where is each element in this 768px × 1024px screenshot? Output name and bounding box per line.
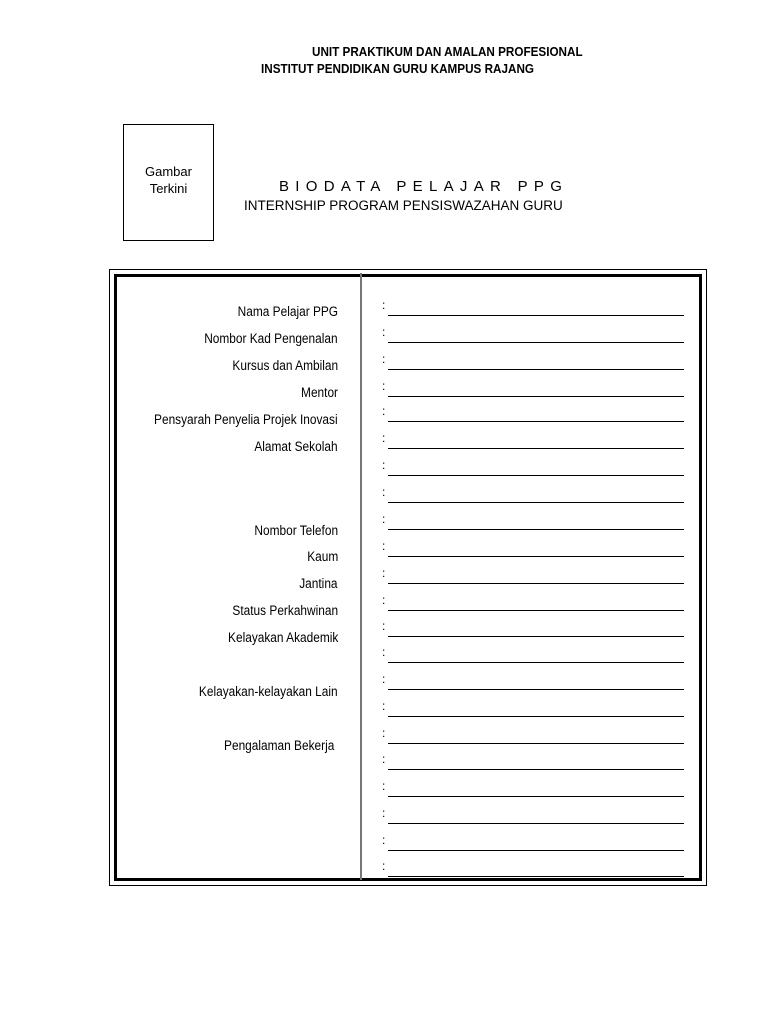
field-pengalaman-bekerja-6[interactable] xyxy=(382,861,684,877)
label-pensyarah-penyelia: Pensyarah Penyelia Projek Inovasi xyxy=(154,412,338,427)
field-jantina[interactable] xyxy=(382,568,684,584)
label-kelayakan-lain: Kelayakan-kelayakan Lain xyxy=(199,684,338,699)
field-colon: : xyxy=(382,298,386,312)
label-nama-pelajar: Nama Pelajar PPG xyxy=(237,304,338,319)
label-mentor: Mentor xyxy=(301,385,338,400)
field-colon: : xyxy=(382,593,386,607)
column-divider xyxy=(360,273,362,880)
header-line-1: UNIT PRAKTIKUM DAN AMALAN PROFESIONAL xyxy=(312,44,583,59)
field-pengalaman-bekerja-1[interactable] xyxy=(382,728,684,744)
header-line-2: INSTITUT PENDIDIKAN GURU KAMPUS RAJANG xyxy=(261,61,535,76)
field-colon: : xyxy=(382,806,386,820)
field-pengalaman-bekerja-2[interactable] xyxy=(382,754,684,770)
photo-placeholder-box xyxy=(123,124,214,241)
field-kaum[interactable] xyxy=(382,541,684,557)
field-kelayakan-akademik-2[interactable] xyxy=(382,647,684,663)
field-pengalaman-bekerja-4[interactable] xyxy=(382,808,684,824)
field-kelayakan-lain-1[interactable] xyxy=(382,674,684,690)
field-colon: : xyxy=(382,752,386,766)
field-pengalaman-bekerja-5[interactable] xyxy=(382,835,684,851)
field-colon: : xyxy=(382,512,386,526)
field-pensyarah-penyelia[interactable] xyxy=(382,406,684,422)
field-colon: : xyxy=(382,539,386,553)
label-kursus-ambilan: Kursus dan Ambilan xyxy=(232,358,338,373)
field-colon: : xyxy=(382,325,386,339)
label-alamat-sekolah: Alamat Sekolah xyxy=(254,439,338,454)
photo-caption xyxy=(124,163,213,197)
field-alamat-sekolah-1[interactable] xyxy=(382,433,684,449)
field-pengalaman-bekerja-3[interactable] xyxy=(382,781,684,797)
field-colon: : xyxy=(382,352,386,366)
field-colon: : xyxy=(382,458,386,472)
field-alamat-sekolah-3[interactable] xyxy=(382,487,684,503)
field-nombor-kad-pengenalan[interactable] xyxy=(382,327,684,343)
label-status-perkahwinan: Status Perkahwinan xyxy=(232,603,338,618)
field-kursus-ambilan[interactable] xyxy=(382,354,684,370)
field-mentor[interactable] xyxy=(382,381,684,397)
label-jantina: Jantina xyxy=(299,576,338,591)
field-colon: : xyxy=(382,726,386,740)
field-colon: : xyxy=(382,779,386,793)
field-colon: : xyxy=(382,699,386,713)
field-kelayakan-akademik-1[interactable] xyxy=(382,621,684,637)
field-kelayakan-lain-2[interactable] xyxy=(382,701,684,717)
field-colon: : xyxy=(382,404,386,418)
label-nombor-kad-pengenalan: Nombor Kad Pengenalan xyxy=(204,331,338,346)
form-title: BIODATA PELAJAR PPG xyxy=(279,178,569,195)
field-status-perkahwinan[interactable] xyxy=(382,595,684,611)
label-kelayakan-akademik: Kelayakan Akademik xyxy=(227,630,338,645)
field-colon: : xyxy=(382,859,386,873)
label-kaum: Kaum xyxy=(306,549,338,564)
form-subtitle: INTERNSHIP PROGRAM PENSISWAZAHAN GURU xyxy=(244,198,563,213)
field-colon: : xyxy=(382,672,386,686)
field-nombor-telefon[interactable] xyxy=(382,514,684,530)
field-colon: : xyxy=(382,566,386,580)
field-nama-pelajar[interactable] xyxy=(382,300,684,316)
field-colon: : xyxy=(382,485,386,499)
field-colon: : xyxy=(382,645,386,659)
field-alamat-sekolah-2[interactable] xyxy=(382,460,684,476)
photo-caption-line-2: Terkini xyxy=(149,181,188,196)
label-pengalaman-bekerja: Pengalaman Bekerja xyxy=(223,738,334,753)
field-colon: : xyxy=(382,619,386,633)
field-colon: : xyxy=(382,379,386,393)
field-colon: : xyxy=(382,833,386,847)
label-nombor-telefon: Nombor Telefon xyxy=(254,523,338,538)
photo-caption-line-1: Gambar xyxy=(145,164,192,179)
field-colon: : xyxy=(382,431,386,445)
